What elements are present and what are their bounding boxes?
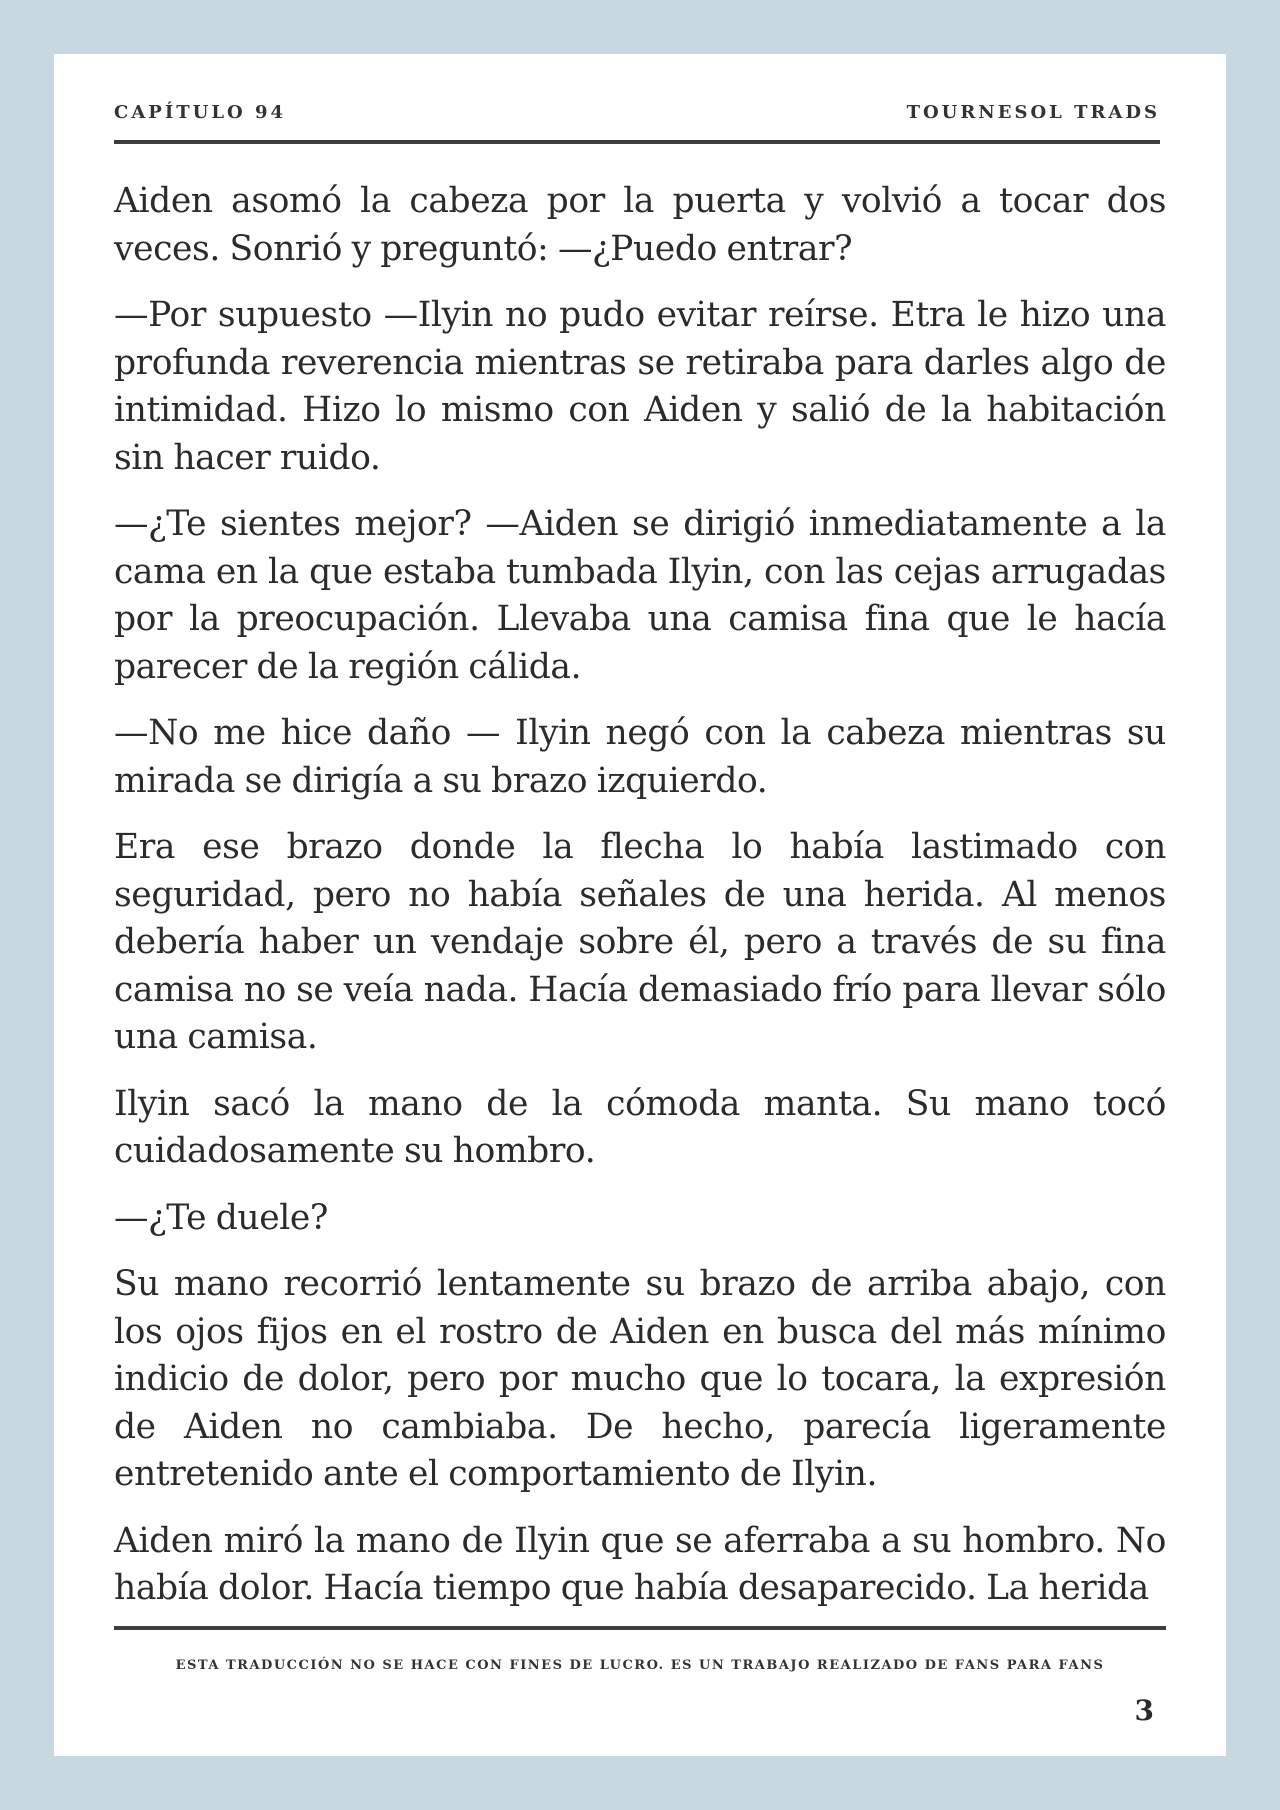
paragraph: Aiden asomó la cabeza por la puerta y volvió a tocar dos veces. Sonrió y preguntó: —¿Puedo entrar? <box>114 181 1166 269</box>
disclaimer-note: ESTA TRADUCCIÓN NO SE HACE CON FINES DE LUCRO. ES UN TRABAJO REALIZADO DE FANS PARA FANS <box>175 1658 1105 1673</box>
paragraph: Ilyin sacó la mano de la cómoda manta. Su mano tocó cuidadosamente su hombro. <box>114 1083 1166 1171</box>
footer-divider <box>114 1626 1166 1630</box>
paragraph: —No me hice daño — Ilyin negó con la cabeza mientras su mirada se dirigía a su brazo izquierdo. <box>114 713 1166 801</box>
paragraph: Su mano recorrió lentamente su brazo de arriba abajo, con los ojos fijos en el rostro de Aiden en busca del más mínimo indicio de dolor, pero por mucho que lo tocara, la expresión de Aiden no cambiaba. De hecho, parecía ligeramente entretenido ante el comportamiento de Ilyin. <box>114 1264 1166 1494</box>
translator-group-label: TOURNESOL TRADS <box>906 101 1160 123</box>
paragraph: Aiden miró la mano de Ilyin que se aferraba a su hombro. No había dolor. Hacía tiempo que había desaparecido. La herida <box>114 1520 1166 1608</box>
page-header <box>114 102 1160 122</box>
paragraph: —¿Te sientes mejor? —Aiden se dirigió inmediatamente a la cama en la que estaba tumbada Ilyin, con las cejas arrugadas por la preocupación. Llevaba una camisa fina que le hacía parecer de la región cálida. <box>114 504 1166 687</box>
paragraph: —Por supuesto —Ilyin no pudo evitar reírse. Etra le hizo una profunda reverencia mientras se retiraba para darles algo de intimidad. Hizo lo mismo con Aiden y salió de la habitación sin hacer ruido. <box>114 295 1166 478</box>
paragraph: —¿Te duele? <box>114 1197 328 1238</box>
chapter-label: CAPÍTULO 94 <box>114 101 286 123</box>
chapter-body <box>114 178 1166 1632</box>
paragraph: Era ese brazo donde la flecha lo había lastimado con seguridad, pero no había señales de una herida. Al menos debería haber un vendaje sobre él, pero a través de su fina camisa no se veía nada. Hacía demasiado frío para llevar sólo una camisa. <box>114 827 1166 1057</box>
header-divider <box>114 140 1160 144</box>
document-page <box>54 54 1226 1756</box>
page-number: 3 <box>1134 1694 1154 1727</box>
